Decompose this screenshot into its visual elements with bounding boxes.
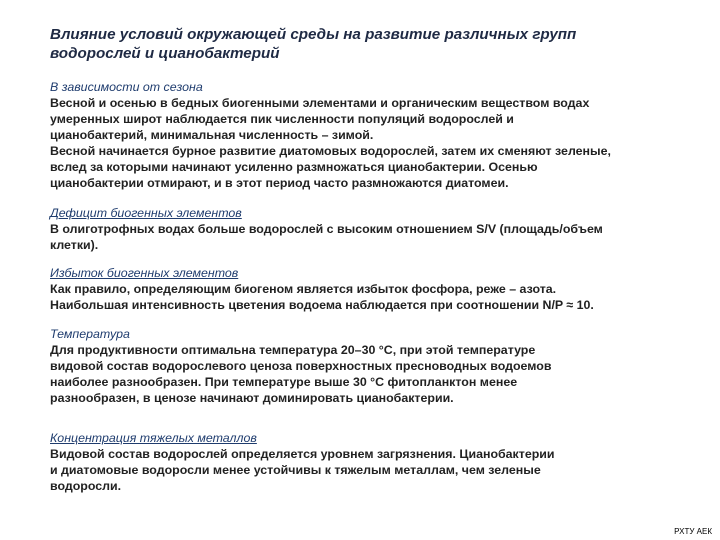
section-heading-nutrient-deficit: Дефицит биогенных элементов <box>50 206 242 220</box>
section-nutrient-excess <box>50 265 700 313</box>
title-line-2: водорослей и цианобактерий <box>50 45 280 62</box>
page-title <box>50 25 690 63</box>
section-text-line: водоросли. <box>50 479 122 493</box>
section-text-line: Весной и осенью в бедных биогенными элементами и органическим веществом водах <box>50 96 590 110</box>
section-text-line: клетки). <box>50 238 99 252</box>
section-text-line: и диатомовые водоросли менее устойчивы к тяжелым металлам, чем зеленые <box>50 463 541 477</box>
section-text-line: вслед за которыми начинают усиленно размножаться цианобактерии. Осенью <box>50 160 538 174</box>
section-text-line: цианобактерий, минимальная численность – зимой. <box>50 128 374 142</box>
section-text-line: Весной начинается бурное развитие диатомовых водорослей, затем их сменяют зеленые, <box>50 144 611 158</box>
section-heading-season: В зависимости от сезона <box>50 80 203 94</box>
title-line-1: Влияние условий окружающей среды на развитие различных групп <box>50 26 577 43</box>
section-heading-heavy-metals: Концентрация тяжелых металлов <box>50 431 257 445</box>
section-heading-nutrient-excess: Избыток биогенных элементов <box>50 266 239 280</box>
section-heavy-metals <box>50 430 700 494</box>
section-text-line: цианобактерии отмирают, и в этот период часто размножаются диатомеи. <box>50 176 509 190</box>
section-text-line: Видовой состав водорослей определяется уровнем загрязнения. Цианобактерии <box>50 447 555 461</box>
section-season <box>50 79 700 191</box>
section-heading-temperature: Температура <box>50 327 130 341</box>
section-text-line: разнообразен, в ценозе начинают доминировать цианобактерии. <box>50 391 454 405</box>
section-nutrient-deficit <box>50 205 700 253</box>
section-text-line: Как правило, определяющим биогеном является избыток фосфора, реже – азота. <box>50 282 557 296</box>
section-text-line: наиболее разнообразен. При температуре выше 30 °С фитопланктон менее <box>50 375 518 389</box>
section-text-line: Наибольшая интенсивность цветения водоема наблюдается при соотношении N/P ≈ 10. <box>50 298 594 312</box>
section-temperature <box>50 326 700 406</box>
section-text-line: видовой состав водорослевого ценоза поверхностных пресноводных водоемов <box>50 359 552 373</box>
section-text-line: умеренных широт наблюдается пик численности популяций водорослей и <box>50 112 514 126</box>
footer-label: РХТУ АЕК <box>674 527 712 536</box>
section-text-line: Для продуктивности оптимальна температура 20–30 °С, при этой температуре <box>50 343 536 357</box>
section-text-line: В олиготрофных водах больше водорослей с высоким отношением S/V (площадь/объем <box>50 222 603 236</box>
